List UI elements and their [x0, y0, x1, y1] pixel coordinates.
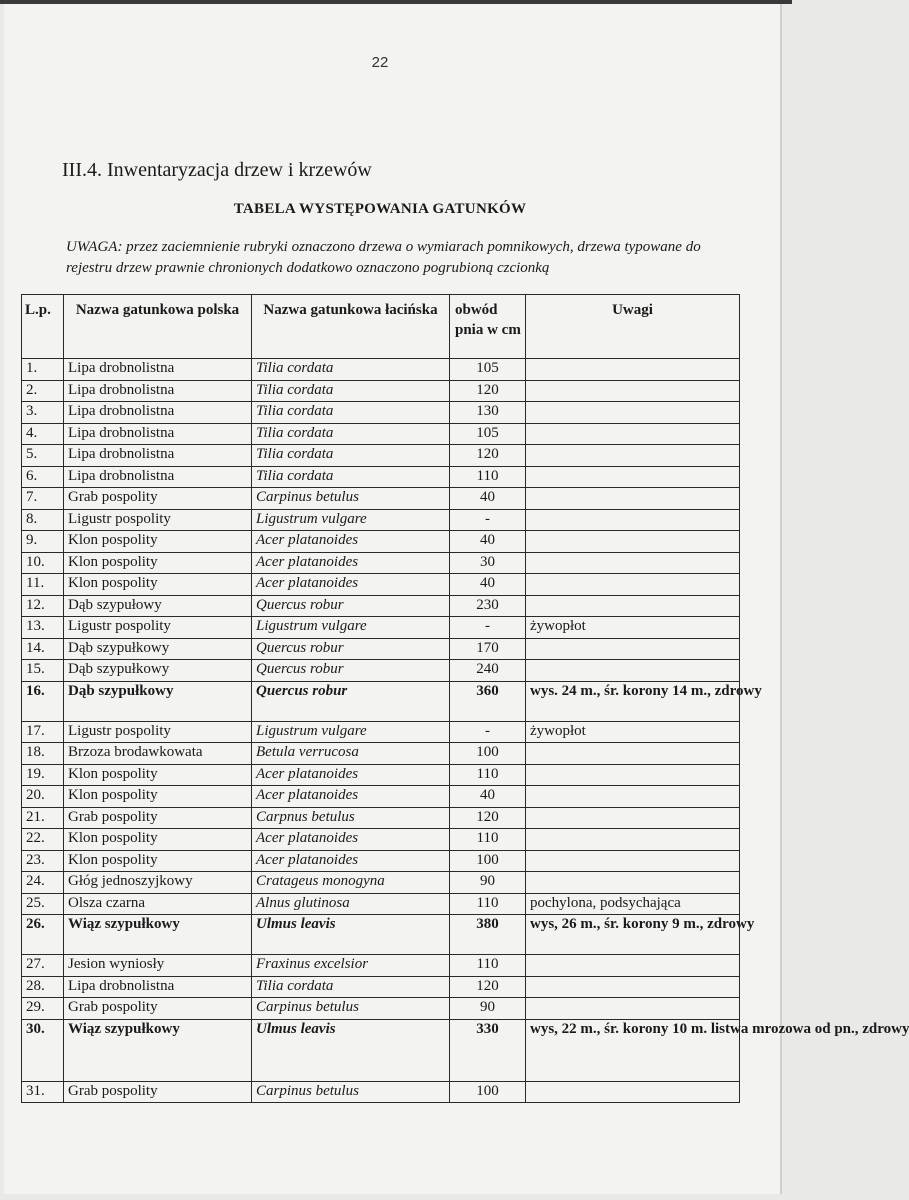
- cell-polish-name: Brzoza brodawkowata: [64, 743, 252, 765]
- cell-circumference: -: [450, 617, 526, 639]
- cell-notes: [526, 359, 740, 381]
- cell-circumference: 40: [450, 574, 526, 596]
- cell-notes: [526, 595, 740, 617]
- document-page: [4, 4, 909, 1194]
- cell-polish-name: Jesion wyniosły: [64, 955, 252, 977]
- cell-latin-name: Acer platanoides: [252, 552, 450, 574]
- cell-polish-name: Ligustr pospolity: [64, 509, 252, 531]
- cell-circumference: 30: [450, 552, 526, 574]
- cell-lp: 1.: [22, 359, 64, 381]
- cell-latin-name: Tilia cordata: [252, 445, 450, 467]
- cell-lp: 9.: [22, 531, 64, 553]
- cell-circumference: 120: [450, 380, 526, 402]
- cell-lp: 31.: [22, 1081, 64, 1103]
- cell-lp: 4.: [22, 423, 64, 445]
- cell-latin-name: Acer platanoides: [252, 829, 450, 851]
- table-row: [22, 380, 740, 402]
- cell-notes: [526, 552, 740, 574]
- cell-notes: [526, 509, 740, 531]
- cell-latin-name: Acer platanoides: [252, 786, 450, 808]
- cell-circumference: 90: [450, 998, 526, 1020]
- cell-notes: [526, 872, 740, 894]
- cell-latin-name: Carpinus betulus: [252, 998, 450, 1020]
- cell-circumference: 120: [450, 976, 526, 998]
- table-row: [22, 488, 740, 510]
- cell-notes: [526, 574, 740, 596]
- cell-polish-name: Dąb szypułkowy: [64, 638, 252, 660]
- cell-lp: 29.: [22, 998, 64, 1020]
- cell-polish-name: Grab pospolity: [64, 488, 252, 510]
- table-row: [22, 681, 740, 721]
- cell-polish-name: Głóg jednoszyjkowy: [64, 872, 252, 894]
- cell-latin-name: Fraxinus excelsior: [252, 955, 450, 977]
- cell-polish-name: Klon pospolity: [64, 786, 252, 808]
- table-row: [22, 786, 740, 808]
- cell-circumference: 130: [450, 402, 526, 424]
- cell-circumference: 240: [450, 660, 526, 682]
- cell-circumference: -: [450, 721, 526, 743]
- cell-notes: [526, 402, 740, 424]
- table-row: [22, 850, 740, 872]
- cell-polish-name: Klon pospolity: [64, 531, 252, 553]
- table-row: [22, 552, 740, 574]
- cell-notes: pochylona, podsychająca: [526, 893, 740, 915]
- cell-lp: 27.: [22, 955, 64, 977]
- cell-notes: [526, 531, 740, 553]
- header-circumference: obwód pnia w cm: [450, 295, 526, 359]
- cell-notes: [526, 786, 740, 808]
- cell-latin-name: Quercus robur: [252, 660, 450, 682]
- cell-polish-name: Dąb szypułowy: [64, 595, 252, 617]
- table-row: [22, 402, 740, 424]
- cell-notes: [526, 764, 740, 786]
- cell-polish-name: Lipa drobnolistna: [64, 466, 252, 488]
- cell-polish-name: Lipa drobnolistna: [64, 423, 252, 445]
- cell-lp: 23.: [22, 850, 64, 872]
- cell-polish-name: Lipa drobnolistna: [64, 359, 252, 381]
- cell-notes: [526, 955, 740, 977]
- cell-latin-name: Ulmus leavis: [252, 1019, 450, 1081]
- cell-latin-name: Ligustrum vulgare: [252, 617, 450, 639]
- cell-latin-name: Ligustrum vulgare: [252, 509, 450, 531]
- header-notes: Uwagi: [526, 295, 740, 359]
- table-row: [22, 531, 740, 553]
- cell-notes: [526, 638, 740, 660]
- cell-circumference: 330: [450, 1019, 526, 1081]
- cell-circumference: 40: [450, 786, 526, 808]
- cell-circumference: 380: [450, 915, 526, 955]
- cell-polish-name: Grab pospolity: [64, 1081, 252, 1103]
- cell-lp: 7.: [22, 488, 64, 510]
- table-row: [22, 807, 740, 829]
- cell-circumference: 110: [450, 764, 526, 786]
- cell-latin-name: Carpinus betulus: [252, 488, 450, 510]
- cell-polish-name: Klon pospolity: [64, 764, 252, 786]
- cell-polish-name: Dąb szypułkowy: [64, 681, 252, 721]
- cell-circumference: 110: [450, 893, 526, 915]
- cell-lp: 13.: [22, 617, 64, 639]
- cell-circumference: 100: [450, 743, 526, 765]
- cell-latin-name: Ulmus leavis: [252, 915, 450, 955]
- cell-circumference: 110: [450, 829, 526, 851]
- cell-circumference: 105: [450, 423, 526, 445]
- cell-latin-name: Cratageus monogyna: [252, 872, 450, 894]
- cell-circumference: 360: [450, 681, 526, 721]
- cell-polish-name: Lipa drobnolistna: [64, 445, 252, 467]
- cell-latin-name: Tilia cordata: [252, 402, 450, 424]
- species-table: [21, 294, 909, 1103]
- cell-lp: 18.: [22, 743, 64, 765]
- cell-latin-name: Acer platanoides: [252, 850, 450, 872]
- table-row: [22, 660, 740, 682]
- cell-lp: 17.: [22, 721, 64, 743]
- cell-latin-name: Tilia cordata: [252, 423, 450, 445]
- cell-lp: 19.: [22, 764, 64, 786]
- header-latin-name: Nazwa gatunkowa łacińska: [252, 295, 450, 359]
- cell-latin-name: Tilia cordata: [252, 976, 450, 998]
- cell-polish-name: Olsza czarna: [64, 893, 252, 915]
- cell-circumference: 120: [450, 445, 526, 467]
- cell-latin-name: Quercus robur: [252, 638, 450, 660]
- table-title: TABELA WYSTĘPOWANIA GATUNKÓW: [233, 201, 527, 217]
- cell-polish-name: Klon pospolity: [64, 552, 252, 574]
- cell-notes: wys, 22 m., śr. korony 10 m. listwa mrozowa od pn., zdrowy: [526, 1019, 740, 1081]
- cell-circumference: 170: [450, 638, 526, 660]
- cell-polish-name: Grab pospolity: [64, 807, 252, 829]
- cell-notes: [526, 488, 740, 510]
- cell-polish-name: Grab pospolity: [64, 998, 252, 1020]
- cell-circumference: 110: [450, 466, 526, 488]
- table-row: [22, 764, 740, 786]
- cell-circumference: 105: [450, 359, 526, 381]
- cell-notes: wys. 24 m., śr. korony 14 m., zdrowy: [526, 681, 740, 721]
- cell-circumference: 40: [450, 488, 526, 510]
- cell-polish-name: Wiąz szypułkowy: [64, 915, 252, 955]
- cell-lp: 11.: [22, 574, 64, 596]
- table-row: [22, 617, 740, 639]
- cell-latin-name: Acer platanoides: [252, 764, 450, 786]
- cell-notes: [526, 998, 740, 1020]
- table-row: [22, 915, 740, 955]
- cell-latin-name: Quercus robur: [252, 681, 450, 721]
- table-row: [22, 359, 740, 381]
- table-row: [22, 574, 740, 596]
- table-row: [22, 509, 740, 531]
- cell-circumference: 40: [450, 531, 526, 553]
- cell-polish-name: Ligustr pospolity: [64, 617, 252, 639]
- cell-polish-name: Lipa drobnolistna: [64, 402, 252, 424]
- cell-lp: 20.: [22, 786, 64, 808]
- cell-circumference: 90: [450, 872, 526, 894]
- table-header-row: [22, 295, 740, 359]
- page-number: 22: [371, 54, 389, 71]
- table-row: [22, 955, 740, 977]
- cell-polish-name: Lipa drobnolistna: [64, 976, 252, 998]
- cell-circumference: 100: [450, 850, 526, 872]
- cell-lp: 3.: [22, 402, 64, 424]
- section-heading: III.4. Inwentaryzacja drzew i krzewów: [62, 159, 372, 181]
- table-row: [22, 1019, 740, 1081]
- cell-lp: 26.: [22, 915, 64, 955]
- cell-polish-name: Wiąz szypułkowy: [64, 1019, 252, 1081]
- cell-polish-name: Dąb szypułkowy: [64, 660, 252, 682]
- cell-latin-name: Carpnus betulus: [252, 807, 450, 829]
- table-row: [22, 423, 740, 445]
- cell-lp: 2.: [22, 380, 64, 402]
- cell-polish-name: Klon pospolity: [64, 850, 252, 872]
- cell-notes: [526, 850, 740, 872]
- table-row: [22, 998, 740, 1020]
- cell-lp: 24.: [22, 872, 64, 894]
- cell-circumference: 120: [450, 807, 526, 829]
- cell-lp: 10.: [22, 552, 64, 574]
- table-row: [22, 829, 740, 851]
- cell-lp: 14.: [22, 638, 64, 660]
- cell-notes: [526, 380, 740, 402]
- cell-lp: 8.: [22, 509, 64, 531]
- cell-lp: 30.: [22, 1019, 64, 1081]
- table-row: [22, 445, 740, 467]
- cell-polish-name: Lipa drobnolistna: [64, 380, 252, 402]
- cell-notes: [526, 660, 740, 682]
- table-note: UWAGA: przez zaciemnienie rubryki oznaczono drzewa o wymiarach pomnikowych, drzewa typowane do rejestru drzew prawnie chronionych dodatkowo oznaczono pogrubioną czcionką: [66, 239, 701, 276]
- cell-lp: 21.: [22, 807, 64, 829]
- table-row: [22, 1081, 740, 1103]
- table-row: [22, 595, 740, 617]
- table-row: [22, 976, 740, 998]
- cell-notes: [526, 807, 740, 829]
- header-lp: L.p.: [22, 295, 64, 359]
- cell-notes: [526, 976, 740, 998]
- cell-lp: 6.: [22, 466, 64, 488]
- cell-lp: 28.: [22, 976, 64, 998]
- cell-circumference: 110: [450, 955, 526, 977]
- table-row: [22, 893, 740, 915]
- cell-latin-name: Tilia cordata: [252, 380, 450, 402]
- cell-polish-name: Klon pospolity: [64, 574, 252, 596]
- table-row: [22, 721, 740, 743]
- cell-latin-name: Acer platanoides: [252, 574, 450, 596]
- cell-lp: 22.: [22, 829, 64, 851]
- cell-notes: [526, 829, 740, 851]
- cell-notes: wys, 26 m., śr. korony 9 m., zdrowy: [526, 915, 740, 955]
- cell-lp: 15.: [22, 660, 64, 682]
- cell-polish-name: Klon pospolity: [64, 829, 252, 851]
- cell-latin-name: Betula verrucosa: [252, 743, 450, 765]
- cell-latin-name: Carpinus betulus: [252, 1081, 450, 1103]
- cell-circumference: 100: [450, 1081, 526, 1103]
- cell-latin-name: Tilia cordata: [252, 466, 450, 488]
- cell-latin-name: Ligustrum vulgare: [252, 721, 450, 743]
- table-row: [22, 872, 740, 894]
- table-row: [22, 466, 740, 488]
- cell-polish-name: Ligustr pospolity: [64, 721, 252, 743]
- table-row: [22, 743, 740, 765]
- cell-latin-name: Acer platanoides: [252, 531, 450, 553]
- table-row: [22, 638, 740, 660]
- cell-lp: 12.: [22, 595, 64, 617]
- cell-notes: [526, 743, 740, 765]
- cell-latin-name: Quercus robur: [252, 595, 450, 617]
- cell-lp: 5.: [22, 445, 64, 467]
- cell-notes: żywopłot: [526, 721, 740, 743]
- cell-notes: żywopłot: [526, 617, 740, 639]
- header-polish-name: Nazwa gatunkowa polska: [64, 295, 252, 359]
- cell-latin-name: Tilia cordata: [252, 359, 450, 381]
- cell-notes: [526, 423, 740, 445]
- cell-latin-name: Alnus glutinosa: [252, 893, 450, 915]
- cell-notes: [526, 445, 740, 467]
- cell-lp: 25.: [22, 893, 64, 915]
- cell-circumference: 230: [450, 595, 526, 617]
- cell-circumference: -: [450, 509, 526, 531]
- cell-notes: [526, 1081, 740, 1103]
- cell-notes: [526, 466, 740, 488]
- cell-lp: 16.: [22, 681, 64, 721]
